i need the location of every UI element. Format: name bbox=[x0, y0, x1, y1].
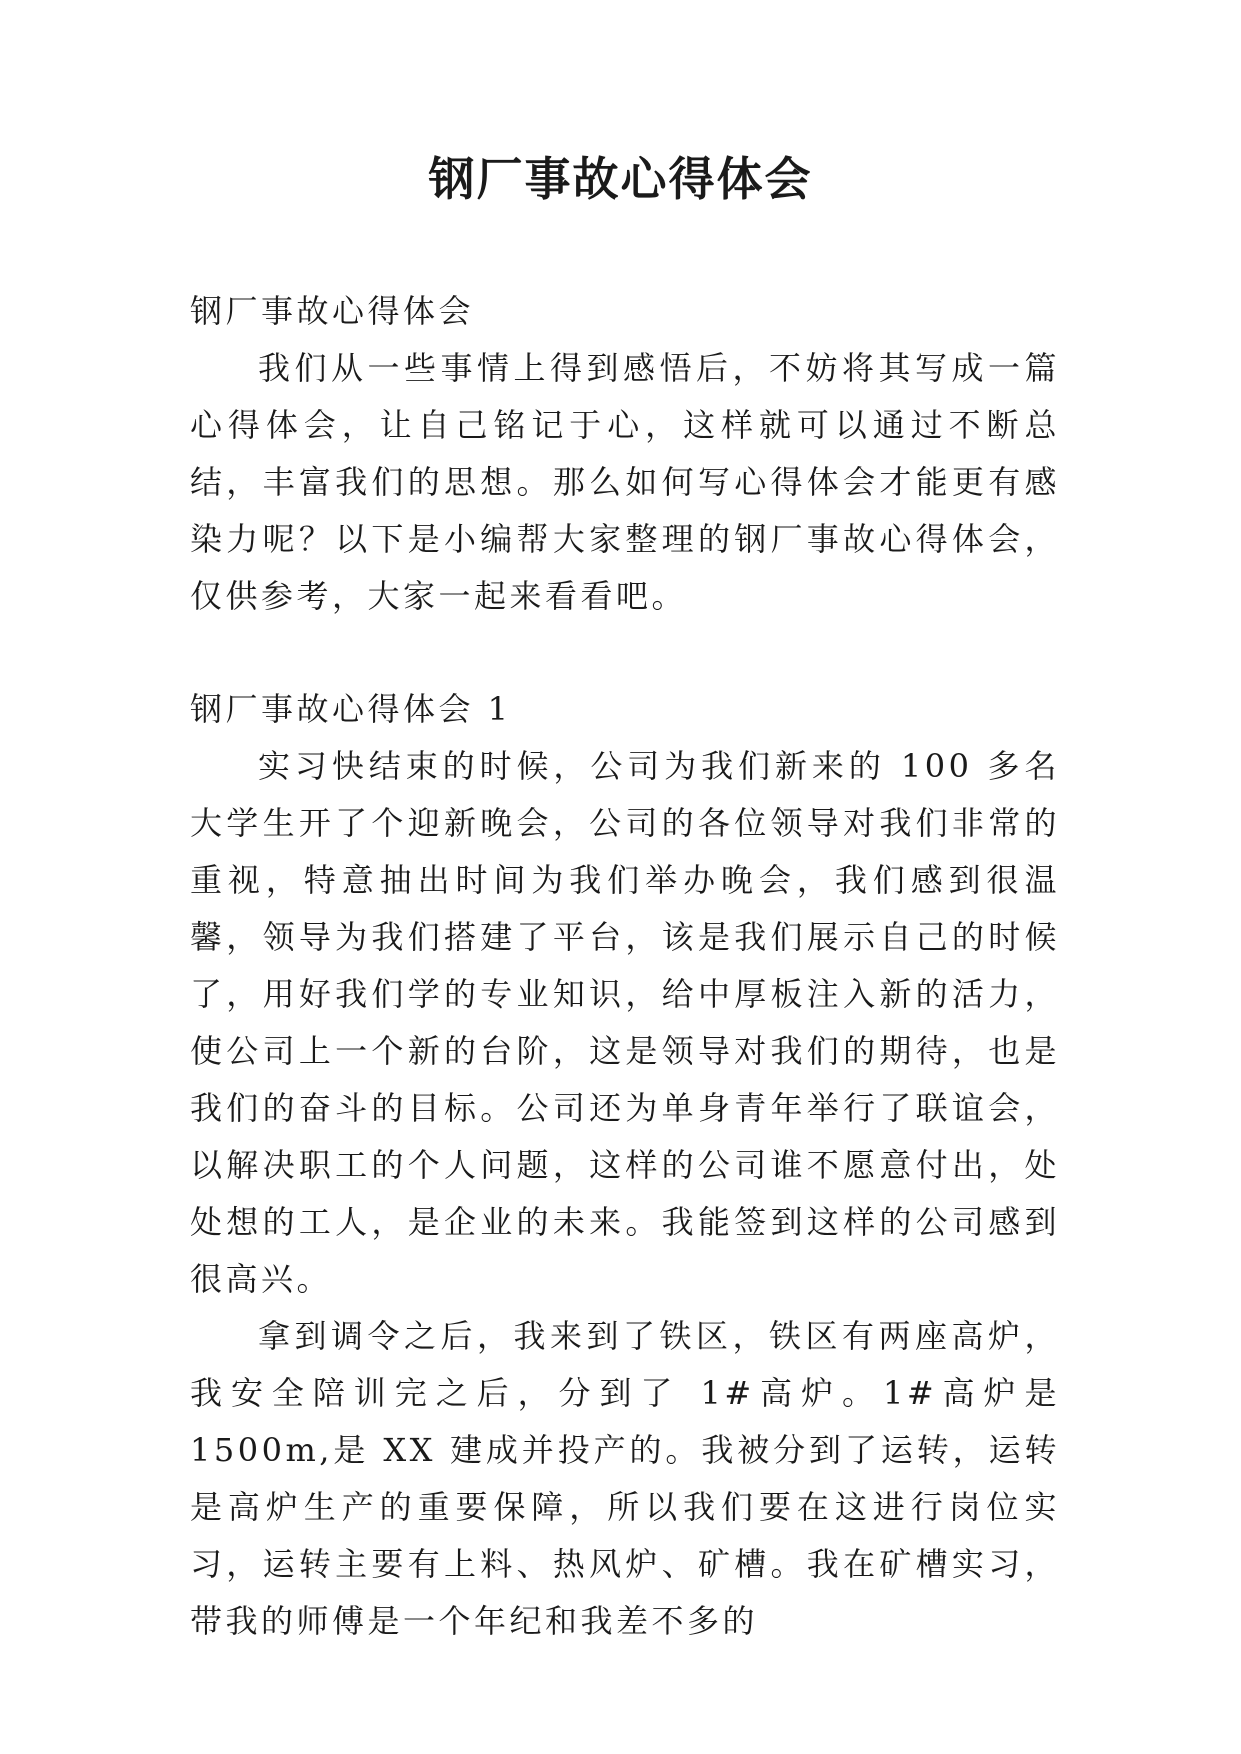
section-1-paragraph: 实习快结束的时候，公司为我们新来的 100 多名大学生开了个迎新晚会，公司的各位领导对我们非常的重视，特意抽出时间为我们举办晚会，我们感到很温馨，领导为我们搭建了平台，该是我们展示自己的时候了，用好我们学的专业知识，给中厚板注入新的活力，使公司上一个新的台阶，这是领导对我们的期待，也是我们的奋斗的目标。公司还为单身青年举行了联谊会，以解决职工的个人问题，这样的公司谁不愿意付出，处处想的工人，是企业的未来。我能签到这样的公司感到很高兴。 bbox=[190, 747, 1060, 1298]
intro-heading: 钢厂事故心得体会 bbox=[190, 292, 475, 330]
document-body bbox=[190, 283, 1060, 1650]
document-title: 钢厂事故心得体会 bbox=[428, 152, 813, 206]
section-1-heading: 钢厂事故心得体会 1 bbox=[190, 690, 512, 728]
section-spacer bbox=[190, 625, 1060, 681]
intro-paragraph: 我们从一些事情上得到感悟后，不妨将其写成一篇心得体会，让自己铭记于心，这样就可以通过不断总结，丰富我们的思想。那么如何写心得体会才能更有感染力呢？以下是小编帮大家整理的钢厂事故心得体会，仅供参考，大家一起来看看吧。 bbox=[190, 349, 1060, 615]
section-1-paragraph: 拿到调令之后，我来到了铁区，铁区有两座高炉，我安全陪训完之后，分到了 1#高炉。1#高炉是 1500m,是 XX 建成并投产的。我被分到了运转，运转是高炉生产的重要保障，所以我们要在这进行岗位实习，运转主要有上料、热风炉、矿槽。我在矿槽实习，带我的师傅是一个年纪和我差不多的 bbox=[190, 1317, 1060, 1640]
